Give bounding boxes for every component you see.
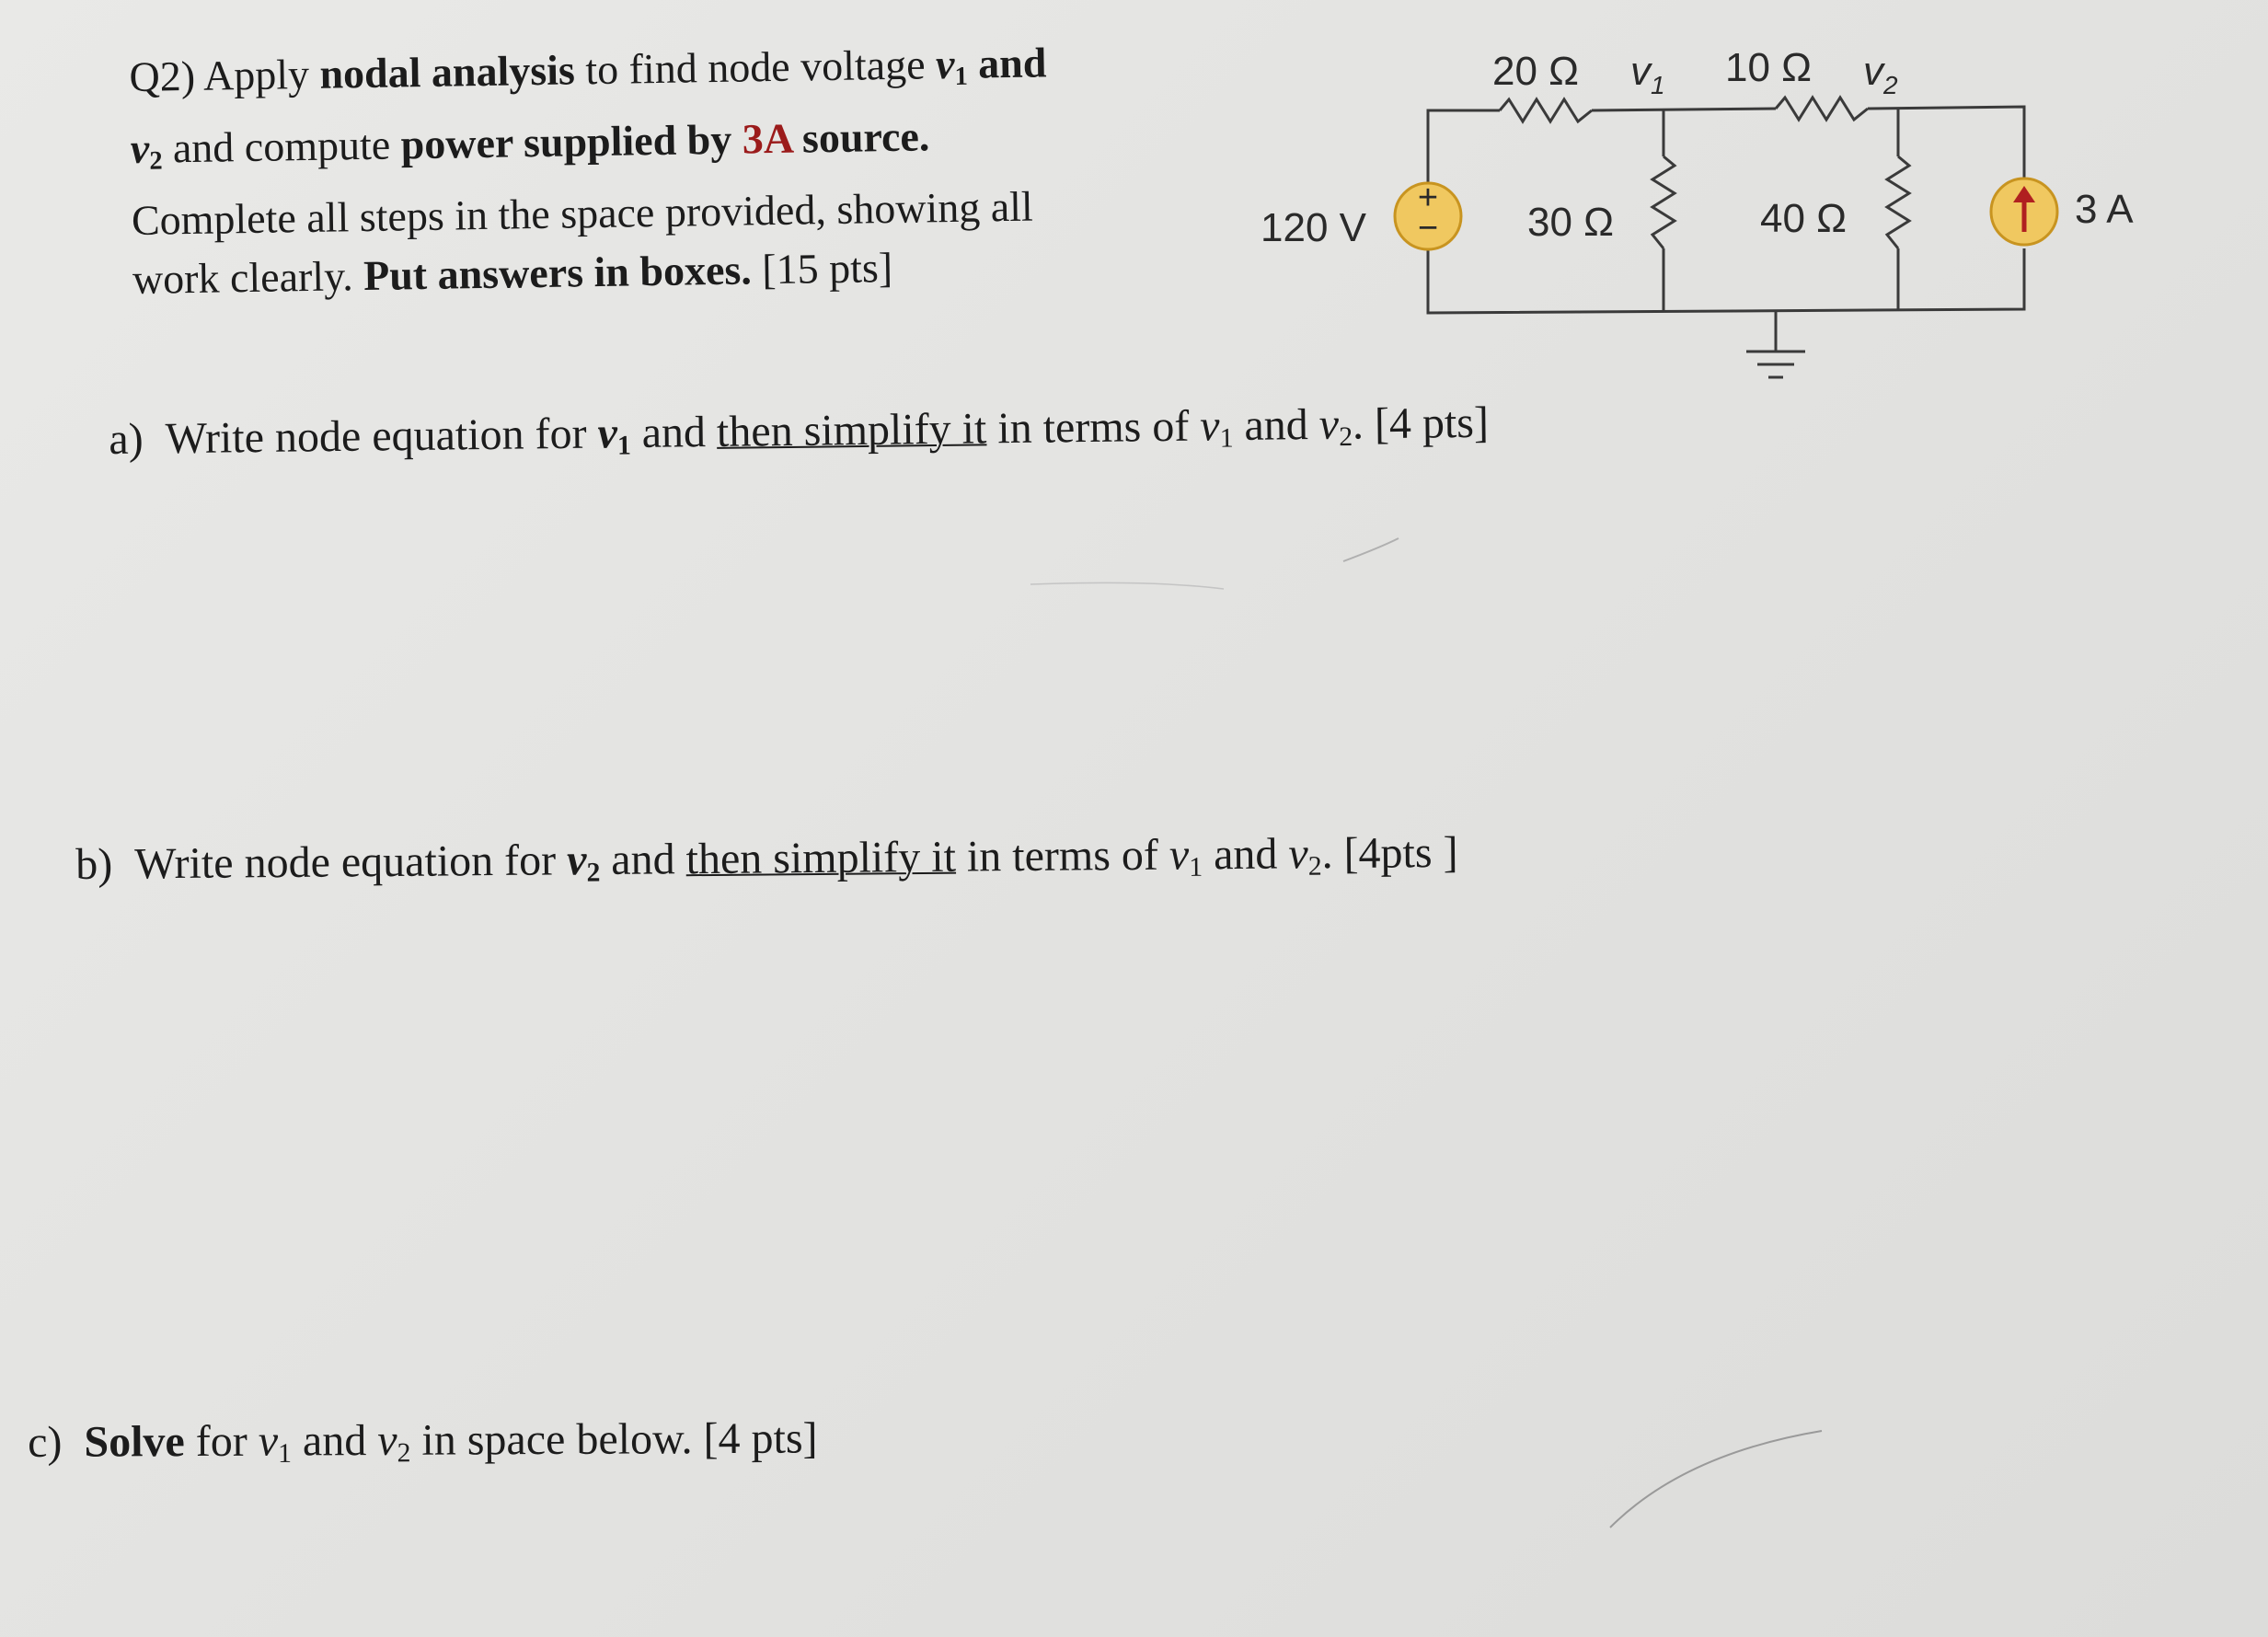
- var-letter: v: [1863, 49, 1883, 94]
- part-text: in terms of: [955, 830, 1170, 882]
- part-text: and: [630, 407, 718, 458]
- part-text: Write node equation for: [133, 836, 568, 889]
- var-letter: v: [258, 1416, 279, 1466]
- var-letter: v: [377, 1415, 397, 1466]
- bold-phrase: and: [967, 39, 1047, 87]
- var-letter: v: [1169, 830, 1190, 880]
- var-subscript: 1: [1189, 851, 1203, 882]
- label-120-v: 120 V: [1261, 205, 1366, 250]
- part-label: c): [28, 1417, 63, 1467]
- part-text: in terms of: [985, 401, 1201, 454]
- bold-phrase: Solve: [84, 1417, 185, 1467]
- part-label: b): [75, 839, 113, 889]
- bold-phrase: nodal analysis: [319, 46, 576, 98]
- label-3-a: 3 A: [2075, 187, 2134, 232]
- label-10-ohm: 10 Ω: [1725, 45, 1813, 90]
- part-text: and: [291, 1416, 378, 1466]
- var-letter: v: [1630, 49, 1651, 94]
- var-letter: v: [1318, 399, 1340, 449]
- plus-sign: +: [1417, 179, 1439, 217]
- var-letter: v: [130, 124, 150, 173]
- bold-phrase: power supplied by: [400, 115, 743, 168]
- var-subscript: 1: [954, 62, 969, 92]
- var-subscript: 2: [149, 146, 163, 176]
- points-label: . [4pts ]: [1321, 827, 1458, 879]
- var-subscript: 1: [616, 430, 632, 461]
- part-text: and: [1233, 399, 1320, 451]
- var-letter: v: [566, 836, 587, 885]
- label-20-ohm: 20 Ω: [1492, 49, 1580, 94]
- question-text-span: and compute: [162, 121, 402, 172]
- var-letter: v: [1199, 401, 1220, 451]
- points-label: . [4 pts]: [1352, 398, 1490, 449]
- minus-sign: −: [1417, 209, 1439, 248]
- var-subscript: 1: [1651, 71, 1665, 99]
- source-highlight: 3A: [742, 114, 792, 163]
- var-subscript: 2: [397, 1437, 411, 1469]
- underlined-phrase: then simplify it: [716, 404, 987, 456]
- bold-phrase: Put answers in boxes.: [363, 246, 753, 300]
- question-label: Q2) Apply: [129, 50, 320, 100]
- points-label: in space below. [4 pts]: [410, 1413, 818, 1465]
- var-subscript: 2: [1339, 421, 1353, 453]
- part-label: a): [109, 414, 144, 464]
- var-subscript: 1: [278, 1437, 293, 1470]
- part-text: for: [184, 1416, 259, 1467]
- var-letter: v: [935, 40, 955, 88]
- part-text: and: [600, 835, 686, 885]
- var-subscript: 2: [1883, 71, 1898, 99]
- pencil-stroke: [1610, 1431, 1822, 1527]
- pencil-stroke: [1030, 582, 1224, 589]
- question-text-span: to find node voltage: [574, 40, 937, 94]
- underlined-phrase: then simplify it: [685, 832, 957, 884]
- part-text: and: [1202, 829, 1289, 880]
- var-subscript: 1: [1219, 422, 1234, 454]
- var-subscript: 2: [586, 857, 601, 888]
- bold-phrase: source.: [791, 112, 930, 162]
- label-30-ohm: 30 Ω: [1527, 200, 1615, 245]
- var-letter: v: [597, 409, 618, 458]
- question-line-3: Complete all steps in the space provided, showing all: [131, 182, 1034, 245]
- part-text: Write node equation for: [165, 409, 598, 464]
- pencil-stroke: [1343, 538, 1399, 561]
- var-subscript: 2: [1307, 850, 1322, 882]
- points-label: [15 pts]: [751, 244, 893, 294]
- label-40-ohm: 40 Ω: [1760, 196, 1848, 241]
- question-text-span: work clearly.: [132, 252, 364, 304]
- var-letter: v: [1288, 829, 1308, 879]
